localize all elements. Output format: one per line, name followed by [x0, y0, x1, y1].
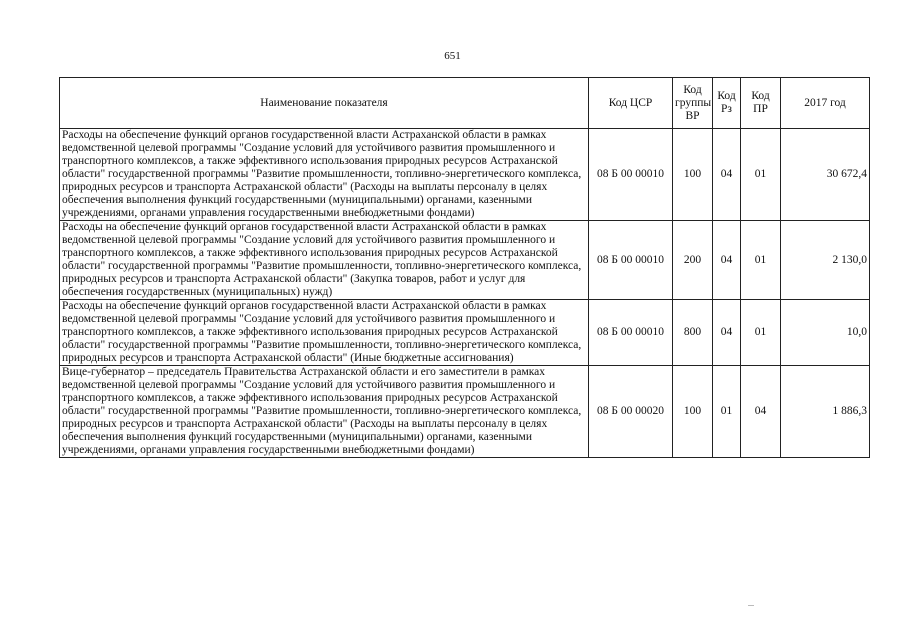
row-csr: 08 Б 00 00010	[589, 221, 673, 300]
header-pr: Код ПР	[741, 78, 781, 129]
page-number: 651	[444, 50, 461, 62]
row-vr: 100	[673, 129, 713, 221]
budget-table	[59, 77, 870, 458]
row-name: Расходы на обеспечение функций органов государственной власти Астраханской области в рамках ведомственной целевой программы "Создание условий для устойчивого развития промышленного и транспортного комплексов, а также эффективного использования природных ресурсов Астраханской области" государственной программы "Развитие промышленности, топливно-энергетического комплекса, природных ресурсов и транспорта Астраханской области" (Расходы на выплаты персоналу в целях обеспечения выполнения функций государственными (муниципальными) органами, казенными учреждениями, органами управления государственными внебюджетными фондами)	[60, 129, 589, 221]
row-name: Расходы на обеспечение функций органов государственной власти Астраханской области в рамках ведомственной целевой программы "Создание условий для устойчивого развития промышленного и транспортного комплексов, а также эффективного использования природных ресурсов Астраханской области" государственной программы "Развитие промышленности, топливно-энергетического комплекса, природных ресурсов и транспорта Астраханской области" (Иные бюджетные ассигнования)	[60, 300, 589, 366]
row-pr: 01	[741, 221, 781, 300]
row-amount: 1 886,3	[781, 366, 870, 458]
row-amount: 10,0	[781, 300, 870, 366]
header-rz: Код Рз	[713, 78, 741, 129]
scan-speck	[748, 605, 754, 606]
row-pr: 01	[741, 300, 781, 366]
row-csr: 08 Б 00 00010	[589, 129, 673, 221]
row-vr: 200	[673, 221, 713, 300]
header-name: Наименование показателя	[60, 78, 589, 129]
table-row	[60, 221, 870, 300]
row-name: Расходы на обеспечение функций органов государственной власти Астраханской области в рамках ведомственной целевой программы "Создание условий для устойчивого развития промышленного и транспортного комплексов, а также эффективного использования природных ресурсов Астраханской области" государственной программы "Развитие промышленности, топливно-энергетического комплекса, природных ресурсов и транспорта Астраханской области" (Закупка товаров, работ и услуг для обеспечения государственных (муниципальных) нужд)	[60, 221, 589, 300]
row-vr: 800	[673, 300, 713, 366]
row-amount: 2 130,0	[781, 221, 870, 300]
row-rz: 04	[713, 129, 741, 221]
row-csr: 08 Б 00 00010	[589, 300, 673, 366]
header-vr: Код группы ВР	[673, 78, 713, 129]
table-row	[60, 366, 870, 458]
row-pr: 04	[741, 366, 781, 458]
table-header-row	[60, 78, 870, 129]
row-rz: 04	[713, 300, 741, 366]
header-csr: Код ЦСР	[589, 78, 673, 129]
row-vr: 100	[673, 366, 713, 458]
row-csr: 08 Б 00 00020	[589, 366, 673, 458]
header-year: 2017 год	[781, 78, 870, 129]
row-rz: 04	[713, 221, 741, 300]
table-row	[60, 300, 870, 366]
row-pr: 01	[741, 129, 781, 221]
row-amount: 30 672,4	[781, 129, 870, 221]
table-row	[60, 129, 870, 221]
row-name: Вице-губернатор – председатель Правительства Астраханской области и его заместители в рамках ведомственной целевой программы "Создание условий для устойчивого развития промышленного и транспортного комплексов, а также эффективного использования природных ресурсов Астраханской области" государственной программы "Развитие промышленности, топливно-энергетического комплекса, природных ресурсов и транспорта Астраханской области" (Расходы на выплаты персоналу в целях обеспечения выполнения функций государственными (муниципальными) органами, казенными учреждениями, органами управления государственными внебюджетными фондами)	[60, 366, 589, 458]
row-rz: 01	[713, 366, 741, 458]
